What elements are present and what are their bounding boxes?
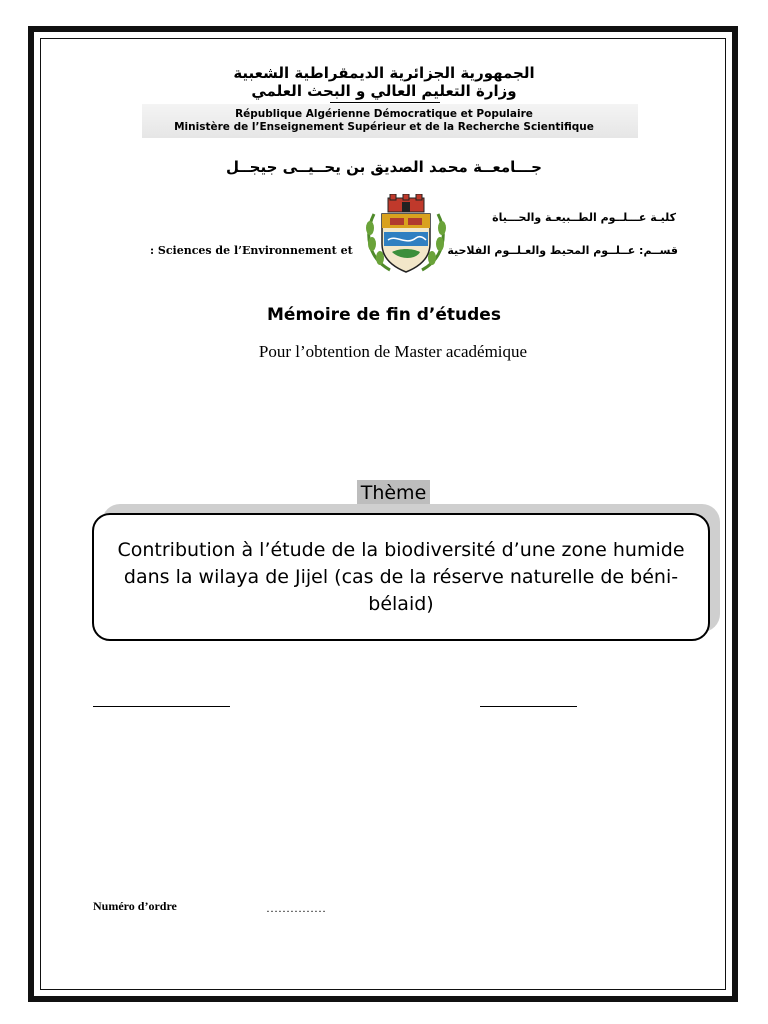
university-name-arabic: جـــامعــة محمد الصديق بن يحــيــى جيجــل — [226, 158, 542, 176]
french-ministry-heading: Ministère de l’Enseignement Supérieur et de la Recherche Scientifique — [174, 121, 594, 133]
order-number-value: …………… — [266, 901, 326, 915]
department-name-arabic: قســم: عــلــوم المحيط والعـلــوم الفلاحية — [447, 244, 678, 257]
signature-line-right — [480, 706, 577, 707]
thesis-title: Contribution à l’étude de la biodiversité d’une zone humide dans la wilaya de Jijel (cas de la réserve naturelle de béni-bélaid) — [117, 538, 685, 615]
document-purpose: Pour l’obtention de Master académique — [258, 342, 528, 361]
arabic-ministry-heading: وزارة التعليم العالي و البحث العلمي — [251, 82, 517, 100]
signature-line-left — [93, 706, 230, 707]
arabic-heading-underline — [330, 102, 440, 103]
faculty-name-arabic: كليـة عـــلــوم الطــبيعـة والحـــياة — [492, 211, 676, 224]
department-name-french: : Sciences de l’Environnement et — [150, 244, 353, 257]
arabic-republic-heading: الجمهورية الجزائرية الديمقراطية الشعبية — [233, 64, 535, 82]
french-republic-heading: République Algérienne Démocratique et Populaire — [235, 108, 533, 120]
title-box — [92, 513, 710, 641]
theme-label: Thème — [357, 480, 430, 506]
order-number-label: Numéro d’ordre — [93, 899, 177, 913]
university-emblem-icon — [360, 194, 452, 276]
document-type-heading: Mémoire de fin d’études — [267, 305, 501, 325]
